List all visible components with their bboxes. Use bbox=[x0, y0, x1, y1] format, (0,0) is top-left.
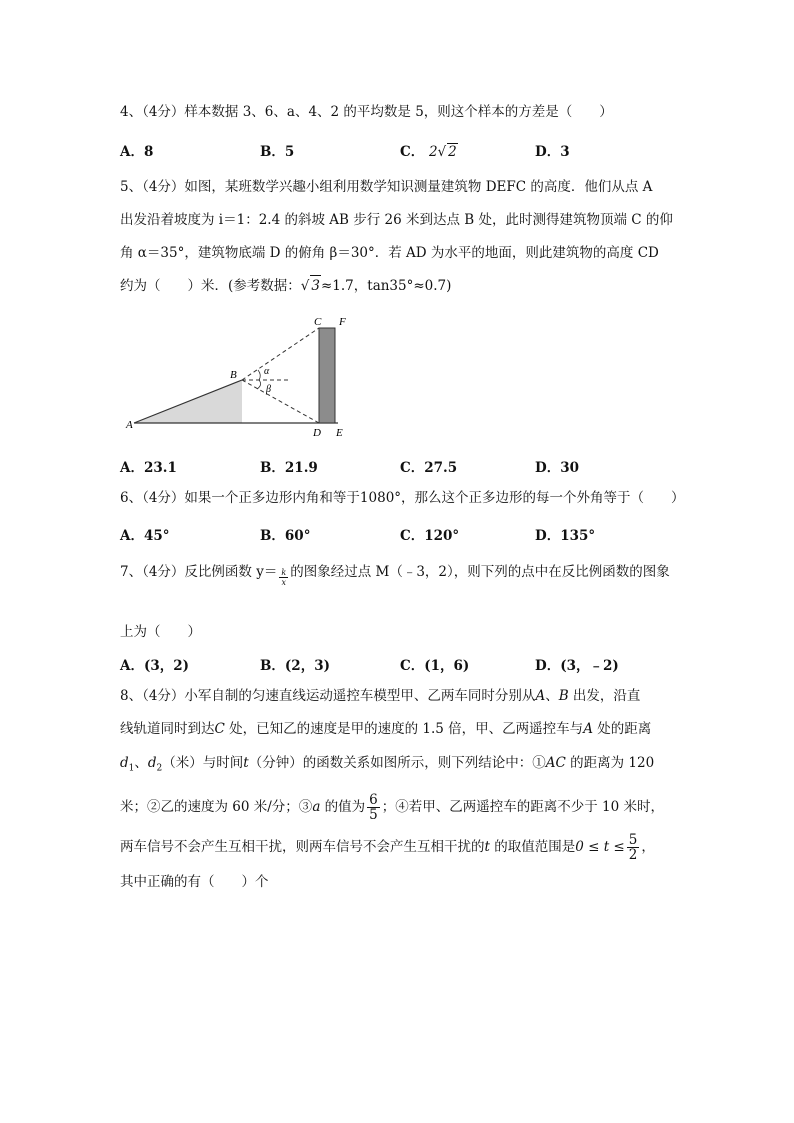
q8-line4-b: 的值为 bbox=[320, 799, 366, 815]
q8-line3-sep: 、 bbox=[134, 755, 148, 771]
q8-line1-a: 8、（4分）小军自制的匀速直线运动遥控车模型甲、乙两车同时分别从 bbox=[120, 688, 536, 704]
label-f: F bbox=[339, 316, 346, 328]
q8-line3-ac: AC bbox=[545, 755, 566, 771]
q8-line2-point-a: A bbox=[583, 721, 593, 737]
q8-fraction2-den: 2 bbox=[628, 847, 638, 863]
q4-option-a[interactable]: A．8 bbox=[120, 144, 154, 160]
q8-line1-point-b: B bbox=[558, 688, 569, 704]
q4-option-b[interactable]: B．5 bbox=[260, 144, 295, 160]
q8-line5 bbox=[120, 830, 655, 864]
label-alpha: α bbox=[264, 366, 270, 377]
q5-option-c[interactable]: C．27.5 bbox=[400, 460, 458, 476]
q5-option-a[interactable]: A．23.1 bbox=[120, 460, 177, 476]
q8-line4-c: ；④若甲、乙两遥控车的距离不少于 10 米时， bbox=[381, 799, 665, 815]
q6-stem: 6、（4分）如果一个正多边形内角和等于1080°，那么这个正多边形的每一个外角等于（ ） bbox=[120, 490, 685, 506]
q5-line1: 5、（4分）如图，某班数学兴趣小组利用数学知识测量建筑物 DEFC 的高度．他们从点 A bbox=[120, 179, 653, 195]
q8-line3 bbox=[120, 753, 654, 779]
q7-stem-post: 的图象经过点 M（﹣3，2），则下列的点中在反比例函数的图象 bbox=[290, 564, 670, 580]
q6-option-d[interactable]: D．135° bbox=[535, 528, 596, 544]
q7-option-c[interactable]: C．(1，6) bbox=[400, 658, 470, 674]
q8-line2-c: 处的距离 bbox=[592, 721, 652, 737]
q8-line3-b: （分钟）的函数关系如图所示，则下列结论中：① bbox=[248, 755, 546, 771]
q7-stem bbox=[120, 562, 670, 587]
sightline-bd bbox=[242, 380, 319, 423]
q7-option-a[interactable]: A．(3，2) bbox=[120, 658, 190, 674]
building-defc bbox=[319, 328, 335, 423]
q8-fraction-6-5 bbox=[367, 793, 380, 822]
sightline-bc bbox=[242, 328, 319, 380]
q8-fraction-5-2 bbox=[627, 833, 640, 862]
label-e: E bbox=[336, 427, 343, 439]
q8-d2: d bbox=[147, 755, 157, 771]
q5-line4-pre: 约为（ ）米．(参考数据： bbox=[120, 278, 301, 294]
q8-line1-b: 、 bbox=[545, 688, 559, 704]
q4-option-c-radicand: 2 bbox=[448, 144, 457, 160]
q8-line1-point-a: A bbox=[535, 688, 546, 704]
q6-options bbox=[120, 524, 680, 544]
q5-line2: 出发沿着坡度为 i＝1：2.4 的斜坡 AB 步行 26 米到达点 B 处，此时测得建筑物顶端 C 的仰 bbox=[120, 212, 673, 228]
q8-line5-c: ， bbox=[641, 839, 655, 855]
q4-option-c[interactable]: C． 2√ 2 bbox=[400, 144, 457, 160]
q5-line4-post: ≈1.7，tan35°≈0.7) bbox=[320, 278, 452, 294]
q5-line4: 约为（ ）米．(参考数据：√ 3≈1.7，tan35°≈0.7) bbox=[120, 275, 451, 296]
q8-d1-sub: 1 bbox=[128, 763, 135, 774]
label-beta: β bbox=[266, 384, 271, 395]
q8-d2-sub: 2 bbox=[156, 763, 163, 774]
q8-line2-a: 线轨道同时到达 bbox=[120, 721, 215, 737]
q8-line4-a: 米；②乙的速度为 60 米/分；③ bbox=[120, 799, 313, 815]
q8-line3-a: （米）与时间 bbox=[162, 755, 244, 771]
label-c: C bbox=[314, 316, 322, 328]
q5-option-d[interactable]: D．30 bbox=[535, 460, 579, 476]
q5-line4-radicand: 3 bbox=[310, 275, 321, 296]
q8-line4-a-var: a bbox=[312, 799, 321, 815]
q8-line4 bbox=[120, 790, 664, 824]
q8-line3-t: t bbox=[243, 755, 249, 771]
q7-option-b[interactable]: B．(2，3) bbox=[260, 658, 330, 674]
angle-beta-arc bbox=[257, 380, 261, 389]
q8-line5-t: t bbox=[484, 839, 490, 855]
q6-option-c[interactable]: C．120° bbox=[400, 528, 460, 544]
q8-line1 bbox=[120, 686, 640, 706]
q8-line5-a: 两车信号不会产生互相干扰，则两车信号不会产生互相干扰的 bbox=[120, 839, 485, 855]
q8-fraction-den: 5 bbox=[369, 807, 378, 823]
q7-options bbox=[120, 654, 680, 674]
q7-stem-pre: 7、（4分）反比例函数 y＝ bbox=[120, 564, 278, 580]
q8-fraction-num: 6 bbox=[369, 792, 378, 808]
q8-fraction2-num: 5 bbox=[628, 832, 638, 848]
q5-line3: 角 α＝35°，建筑物底端 D 的俯角 β＝30°．若 AD 为水平的地面，则此建筑物的高度 CD bbox=[120, 245, 659, 261]
label-d: D bbox=[313, 427, 321, 439]
label-b: B bbox=[230, 369, 237, 381]
q4-option-d[interactable]: D．3 bbox=[535, 144, 570, 160]
angle-alpha-arc bbox=[258, 370, 260, 380]
q8-line2-b: 处，已知乙的速度是甲的速度的 1.5 倍，甲、乙两遥控车与 bbox=[224, 721, 584, 737]
q4-options bbox=[120, 140, 680, 160]
q4-option-c-label: C． bbox=[400, 144, 425, 160]
q7-fraction-num: k bbox=[281, 568, 287, 577]
q7-line2: 上为（ ） bbox=[120, 624, 201, 640]
q5-option-b[interactable]: B．21.9 bbox=[260, 460, 318, 476]
q8-d1: d bbox=[120, 755, 129, 771]
q6-option-b[interactable]: B．60° bbox=[260, 528, 311, 544]
building-figure bbox=[118, 310, 358, 445]
q6-option-a[interactable]: A．45° bbox=[120, 528, 170, 544]
q4-option-c-coef: 2 bbox=[428, 144, 438, 160]
label-a: A bbox=[126, 419, 133, 431]
q8-line2 bbox=[120, 719, 651, 739]
q8-line6: 其中正确的有（ ）个 bbox=[120, 874, 269, 890]
q5-options bbox=[120, 456, 680, 476]
q4-stem: 4、（4分）样本数据 3、6、a、4、2 的平均数是 5，则这个样本的方差是（ ） bbox=[120, 104, 613, 120]
q8-line5-inequality: 0 ≤ t ≤ bbox=[575, 839, 625, 855]
q8-line2-point-c: C bbox=[214, 721, 225, 737]
q8-line3-c: 的距离为 120 bbox=[565, 755, 655, 771]
q7-fraction-den: x bbox=[281, 578, 287, 587]
q7-option-d[interactable]: D．(3，﹣2) bbox=[535, 658, 619, 674]
q8-line5-b: 的取值范围是 bbox=[489, 839, 576, 855]
q8-line1-c: 出发，沿直 bbox=[568, 688, 641, 704]
q7-fraction bbox=[279, 568, 288, 587]
